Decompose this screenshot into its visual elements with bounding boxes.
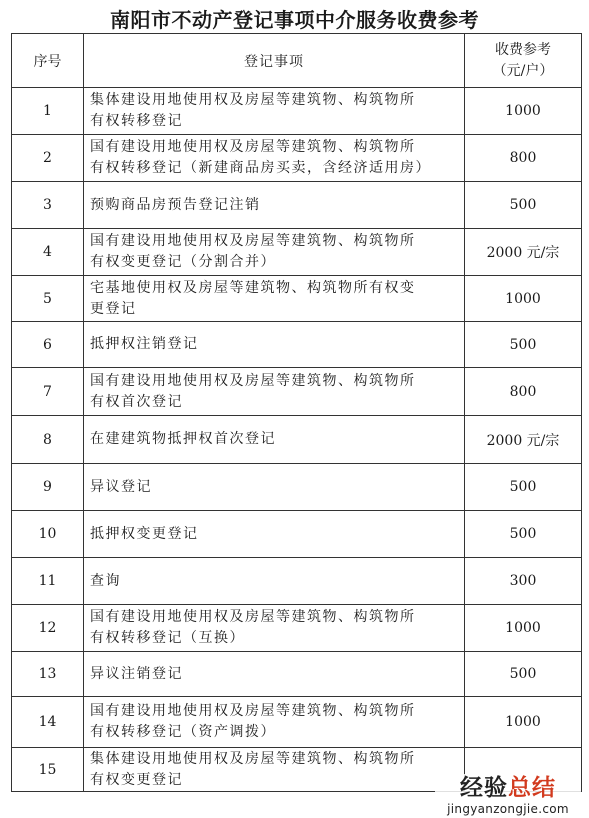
row-item-line1: 异议登记 (90, 478, 152, 495)
table-row (12, 182, 582, 229)
table-row (12, 511, 582, 558)
row-seq: 8 (12, 416, 84, 464)
row-item (84, 322, 465, 368)
row-fee: 500 (465, 652, 582, 697)
row-fee: 500 (465, 182, 582, 229)
row-item-line1: 宅基地使用权及房屋等建筑物、构筑物所有权变 (90, 279, 416, 296)
row-item-line1: 集体建设用地使用权及房屋等建筑物、构筑物所 (90, 92, 416, 108)
row-seq: 15 (12, 748, 84, 792)
row-fee: 2000 元/宗 (465, 416, 582, 464)
row-seq: 7 (12, 368, 84, 416)
row-fee: 800 (465, 135, 582, 182)
row-item-line1: 预购商品房预告登记注销 (90, 196, 261, 213)
row-fee: 500 (465, 511, 582, 558)
table-header-row (12, 34, 582, 88)
row-item-line2: 有权首次登记 (90, 393, 183, 410)
table-row (12, 322, 582, 368)
header-item: 登记事项 (84, 34, 465, 88)
row-item (84, 368, 465, 416)
row-item-line2: 有权转移登记 (90, 113, 183, 129)
document-title: 南阳市不动产登记事项中介服务收费参考 (110, 8, 479, 32)
row-fee: 500 (465, 322, 582, 368)
table-row (12, 464, 582, 511)
row-seq: 9 (12, 464, 84, 511)
row-fee: 1000 (465, 276, 582, 322)
row-item (84, 416, 465, 464)
row-seq: 3 (12, 182, 84, 229)
row-item-line2: 更登记 (90, 300, 137, 317)
row-fee: 500 (465, 464, 582, 511)
header-fee (465, 34, 582, 88)
table-row (12, 229, 582, 276)
row-item (84, 182, 465, 229)
row-item-line1: 国有建设用地使用权及房屋等建筑物、构筑物所 (90, 609, 416, 625)
row-fee: 1000 (465, 697, 582, 748)
row-fee: 800 (465, 368, 582, 416)
row-item-line2: 有权转移登记（互换） (90, 630, 245, 646)
table-row (12, 558, 582, 605)
table-row (12, 605, 582, 652)
table-row (12, 652, 582, 697)
watermark-logo-part1: 经验 (460, 775, 508, 801)
row-item (84, 605, 465, 652)
header-fee-line1: 收费参考 (495, 41, 551, 58)
watermark-logo-part2: 总结 (508, 775, 556, 801)
row-fee: 1000 (465, 605, 582, 652)
row-item-line1: 国有建设用地使用权及房屋等建筑物、构筑物所 (90, 139, 416, 155)
watermark-logo (435, 774, 581, 802)
header-seq: 序号 (12, 34, 84, 88)
row-item-line1: 集体建设用地使用权及房屋等建筑物、构筑物所 (90, 750, 416, 767)
row-seq: 4 (12, 229, 84, 276)
row-seq: 12 (12, 605, 84, 652)
row-item-line2: 有权转移登记（新建商品房买卖，含经济适用房） (90, 160, 431, 176)
watermark-url: jingyanzongjie.com (447, 802, 569, 816)
row-item (84, 748, 465, 792)
row-seq: 14 (12, 697, 84, 748)
row-fee: 2000 元/宗 (465, 229, 582, 276)
row-item (84, 558, 465, 605)
row-seq: 13 (12, 652, 84, 697)
table-row (12, 416, 582, 464)
row-seq: 6 (12, 322, 84, 368)
row-item-line1: 国有建设用地使用权及房屋等建筑物、构筑物所 (90, 233, 416, 249)
row-seq: 2 (12, 135, 84, 182)
row-item (84, 464, 465, 511)
row-item-line1: 在建建筑物抵押权首次登记 (90, 431, 276, 447)
row-item (84, 697, 465, 748)
row-item-line2: 有权转移登记（资产调拨） (90, 724, 276, 740)
row-seq: 5 (12, 276, 84, 322)
row-item (84, 276, 465, 322)
row-item-line2: 有权变更登记 (90, 771, 183, 788)
row-item-line1: 抵押权变更登记 (90, 525, 199, 542)
row-item-line1: 国有建设用地使用权及房屋等建筑物、构筑物所 (90, 703, 416, 719)
row-item-line1: 查询 (90, 572, 121, 589)
row-seq: 10 (12, 511, 84, 558)
row-seq: 11 (12, 558, 84, 605)
row-item-line1: 国有建设用地使用权及房屋等建筑物、构筑物所 (90, 372, 416, 389)
row-fee: 300 (465, 558, 582, 605)
table-row (12, 697, 582, 748)
row-item-line1: 异议注销登记 (90, 665, 183, 682)
row-item-line2: 有权变更登记（分割合并） (90, 254, 276, 270)
row-item (84, 88, 465, 135)
table-row (12, 135, 582, 182)
row-fee: 1000 (465, 88, 582, 135)
row-item (84, 229, 465, 276)
table-row (12, 276, 582, 322)
table-row (12, 88, 582, 135)
row-item (84, 135, 465, 182)
header-fee-line2: （元/户） (492, 62, 554, 79)
fee-table (11, 33, 582, 792)
site-watermark (435, 774, 581, 816)
row-item-line1: 抵押权注销登记 (90, 336, 199, 352)
row-item (84, 511, 465, 558)
row-seq: 1 (12, 88, 84, 135)
row-item (84, 652, 465, 697)
table-row (12, 368, 582, 416)
